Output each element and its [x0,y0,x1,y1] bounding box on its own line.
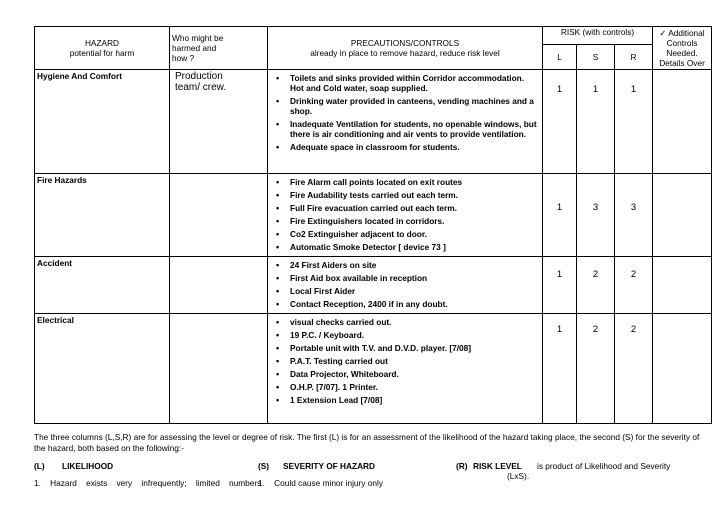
control-item: • P.A.T. Testing carried out [276,356,540,366]
control-item: • Drinking water provided in canteens, vending machines and a shop. [276,96,540,116]
risk-group-header: RISK (with controls) [543,27,653,45]
additional-header-line4: Details Over [659,58,705,68]
severity-column-header: S [577,45,615,70]
likelihood-item-1: 1. Hazard exists very infrequently; limited numbers [34,478,262,488]
severity-value: 2 [577,257,615,314]
hazard-cell: Hygiene And Comfort [35,70,170,174]
assessment-notes: The three columns (L,S,R) are for assessing the level or degree of risk. The first (L) is for an assessment of the likelihood of the hazard taking place, the second (S) for the severity of the hazard, both based on the following:- [34,432,700,453]
severity-key-label: SEVERITY OF HAZARD [283,461,376,471]
who-cell [170,257,268,314]
risk-assessment-table [34,26,712,424]
hazard-column-header [35,27,170,70]
severity-key-code: (S) [258,461,270,471]
controls-cell [268,257,543,314]
severity-value: 1 [577,70,615,174]
table-row [35,314,712,424]
who-line: Production [175,71,223,82]
risk-value: 2 [615,314,653,424]
likelihood-value: 1 [543,257,577,314]
hazard-cell: Accident [35,257,170,314]
severity-value: 2 [577,314,615,424]
hazard-cell: Fire Hazards [35,174,170,257]
hazard-header-line2: potential for harm [69,48,135,58]
control-item: • Fire Extinguishers located in corridors. [276,216,540,226]
who-header-line1: Who might be [172,33,224,43]
additional-controls-cell [653,314,712,424]
control-item: • Inadequate Ventilation for students, no openable windows, but there is air conditioning and air vents to provide ventilation. [276,119,540,139]
table-row [35,257,712,314]
precautions-header-line1: PRECAUTIONS/CONTROLS [350,38,460,48]
risk-key-label: RISK LEVEL [473,461,522,471]
control-item: • Portable unit with T.V. and D.V.D. player. [7/08] [276,343,540,353]
control-item: • Fire Audability tests carried out each term. [276,190,540,200]
who-column-header [170,27,268,70]
risk-key-code: (R) [456,461,468,471]
risk-key-description-2: (LxS). [507,471,530,481]
controls-cell [268,174,543,257]
who-cell [170,314,268,424]
additional-controls-cell [653,70,712,174]
control-item: • First Aid box available in reception [276,273,540,283]
risk-value: 1 [615,70,653,174]
likelihood-key-label: LIKELIHOOD [62,461,114,471]
table-row [35,174,712,257]
control-item: • Automatic Smoke Detector [ device 73 ] [276,242,540,252]
who-line: team/ crew. [175,82,227,93]
control-item: • Toilets and sinks provided within Corridor accommodation. Hot and Cold water, soap supplied. [276,73,540,93]
table-row [35,70,712,174]
control-item: • Data Projector, Whiteboard. [276,369,540,379]
likelihood-value: 1 [543,174,577,257]
additional-controls-header [653,27,712,70]
additional-header-line1: Additional [668,28,705,38]
additional-controls-cell [653,257,712,314]
risk-key-description: is product of Likelihood and Severity [537,461,671,471]
check-icon: ✓ [659,28,667,38]
likelihood-value: 1 [543,70,577,174]
control-item: • 1 Extension Lead [7/08] [276,395,540,405]
likelihood-value: 1 [543,314,577,424]
control-item: • visual checks carried out. [276,317,540,327]
who-cell [170,70,268,174]
who-header-line2: harmed and [172,43,217,53]
likelihood-key-code: (L) [34,461,45,471]
control-item: • O.H.P. [7/07]. 1 Printer. [276,382,540,392]
who-header-line3: how ? [172,53,195,63]
hazard-header-line1: HAZARD [84,38,120,48]
risk-column-header: R [615,45,653,70]
controls-cell [268,70,543,174]
control-item: • 19 P.C. / Keyboard. [276,330,540,340]
control-item: • Full Fire evacuation carried out each term. [276,203,540,213]
additional-controls-cell [653,174,712,257]
control-item: • 24 First Aiders on site [276,260,540,270]
control-item: • Adequate space in classroom for students. [276,142,540,152]
precautions-column-header [268,27,543,70]
who-cell [170,174,268,257]
severity-value: 3 [577,174,615,257]
likelihood-column-header: L [543,45,577,70]
risk-value: 3 [615,174,653,257]
additional-header-line3: Needed. [666,48,698,58]
control-item: • Co2 Extinguisher adjacent to door. [276,229,540,239]
additional-header-line2: Controls [666,38,698,48]
risk-value: 2 [615,257,653,314]
hazard-cell: Electrical [35,314,170,424]
control-item: • Fire Alarm call points located on exit routes [276,177,540,187]
controls-cell [268,314,543,424]
precautions-header-line2: already in place to remove hazard, reduce risk level [310,48,500,58]
control-item: • Local First Aider [276,286,540,296]
control-item: • Contact Reception, 2400 if in any doubt. [276,299,540,309]
severity-item-1: 1. Could cause minor injury only [258,478,383,488]
